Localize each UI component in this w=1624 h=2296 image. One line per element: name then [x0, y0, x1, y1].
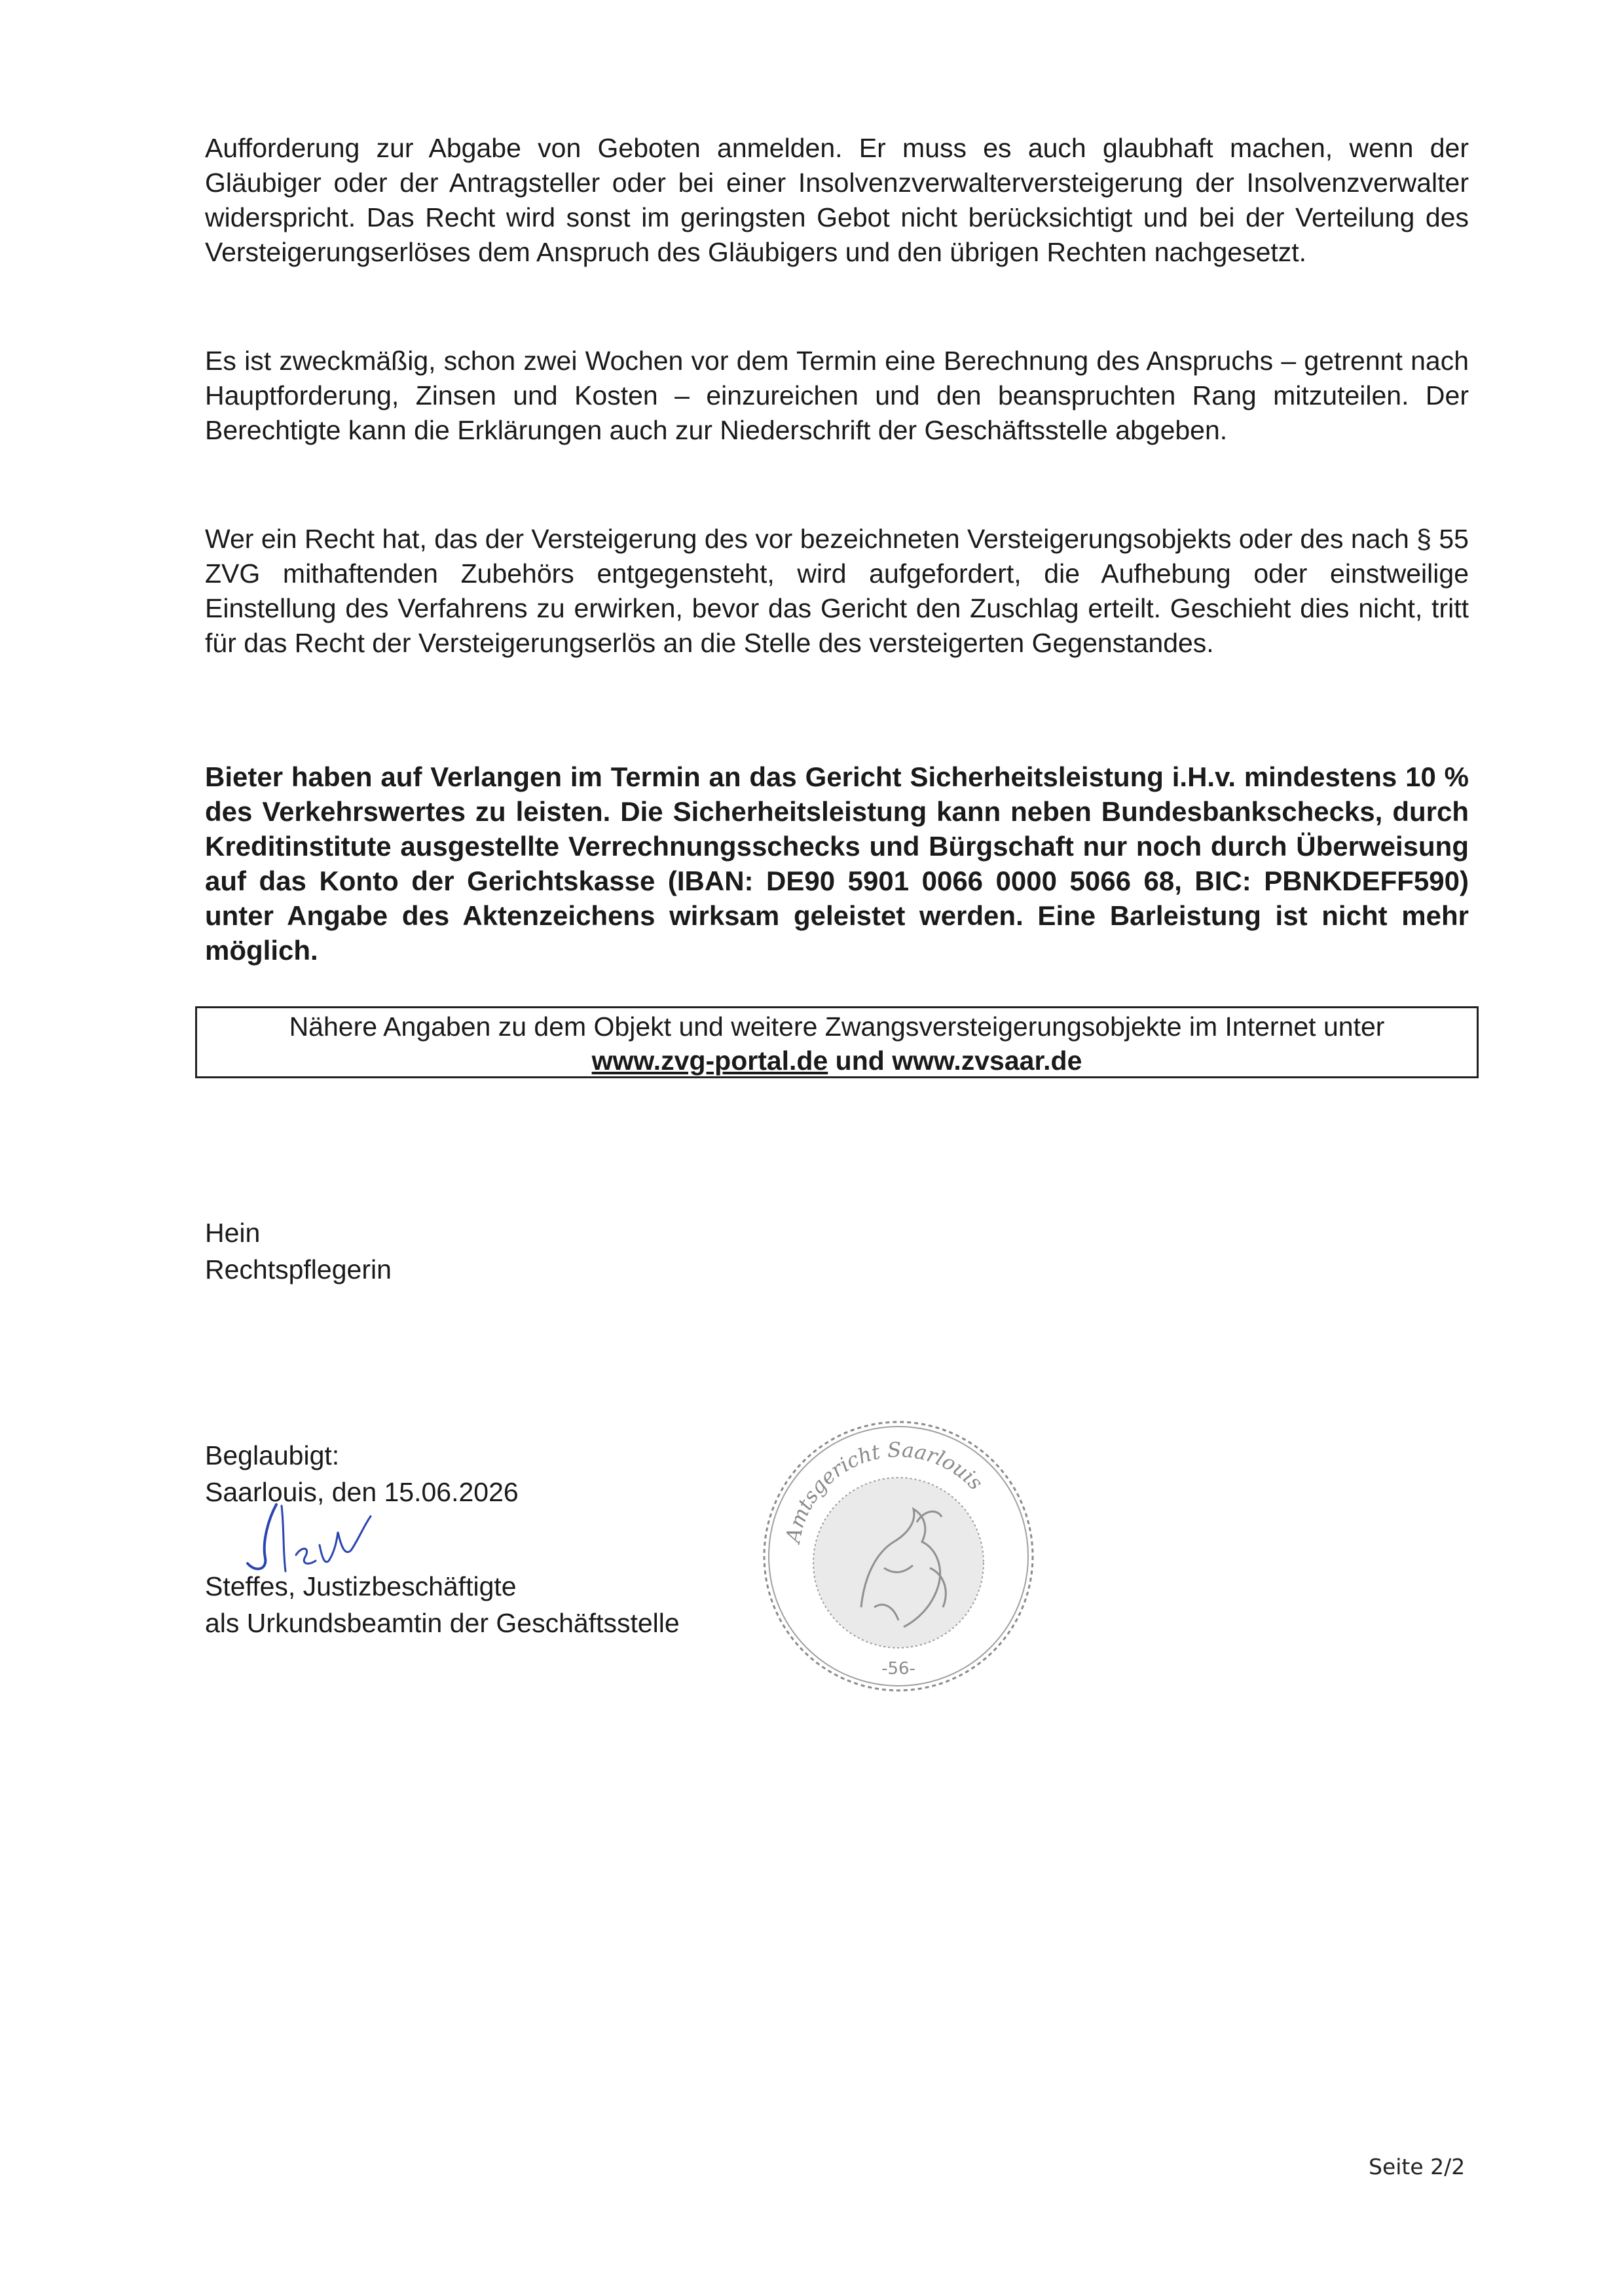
- info-box-text: Nähere Angaben zu dem Objekt und weitere Zwangsversteigerungsobjekte im Internet unter: [289, 1011, 1385, 1042]
- clerk-role: als Urkundsbeamtin der Geschäftsstelle: [205, 1608, 680, 1638]
- signatory-role: Rechtspflegerin: [205, 1254, 392, 1285]
- clerk-name: Steffes, Justizbeschäftigte: [205, 1571, 517, 1601]
- clerk-block: [205, 1568, 680, 1641]
- stamp-number: -56-: [881, 1659, 915, 1679]
- signatory-block: [205, 1214, 392, 1288]
- zvsaar-link[interactable]: www.zvsaar.de: [892, 1046, 1082, 1076]
- paragraph-security-deposit: Bieter haben auf Verlangen im Termin an das Gericht Sicherheitsleistung i.H.v. mindestens 10 % des Verkehrswertes zu leisten. Die Sicherheitsleistung kann neben Bundesbankschecks, durch Kreditinstitute ausgestellte Verrechnungsschecks und Bürgschaft nur noch durch Überweisung auf das Konto der Gerichtskasse (IBAN: DE90 5901 0066 0000 5066 68, BIC: PBNKDEFF590) unter Angabe des Aktenzeichens wirksam geleistet werden. Eine Barleistung ist nicht mehr möglich.: [205, 761, 1469, 966]
- signatory-name: Hein: [205, 1218, 261, 1248]
- stamp-text: Amtsgericht Saarlouis: [781, 1438, 987, 1545]
- link-connector: und: [828, 1046, 893, 1076]
- internet-info-box: [195, 1006, 1479, 1078]
- zvg-portal-link[interactable]: www.zvg-portal.de: [591, 1046, 828, 1076]
- certification-place-date: Saarlouis, den 15.06.2026: [205, 1477, 519, 1507]
- info-box-links: [197, 1044, 1477, 1078]
- paragraph-claim-registration: Aufforderung zur Abgabe von Geboten anmelden. Er muss es auch glaubhaft machen, wenn der Gläubiger oder der Antragsteller oder bei einer Insolvenzverwalterversteigerung der Insolvenzverwalter widerspricht. Das Recht wird sonst im geringsten Gebot nicht berücksichtigt und bei der Verteilung des Versteigerungserlöses dem Anspruch des Gläubigers und den übrigen Rechten nachgesetzt.: [205, 133, 1469, 267]
- paragraph-opposing-rights: Wer ein Recht hat, das der Versteigerung des vor bezeichneten Versteigerungsobjekts oder des nach § 55 ZVG mithaftenden Zubehörs entgegensteht, wird aufgefordert, die Aufhebung oder einstweilige Einstellung des Verfahrens zu erwirken, bevor das Gericht den Zuschlag erteilt. Geschieht dies nicht, tritt für das Recht der Versteigerungserlös an die Stelle des versteigerten Gegenstandes.: [205, 524, 1469, 658]
- page-number: Seite 2/2: [1369, 2154, 1466, 2179]
- paragraph-claim-calculation: Es ist zweckmäßig, schon zwei Wochen vor dem Termin eine Berechnung des Anspruchs – getrennt nach Hauptforderung, Zinsen und Kosten – einzureichen und den beanspruchten Rang mitzuteilen. Der Berechtigte kann die Erklärungen auch zur Niederschrift der Geschäftsstelle abgeben.: [205, 346, 1469, 445]
- certification-label: Beglaubigt:: [205, 1440, 340, 1470]
- court-seal-stamp: [753, 1411, 1044, 1702]
